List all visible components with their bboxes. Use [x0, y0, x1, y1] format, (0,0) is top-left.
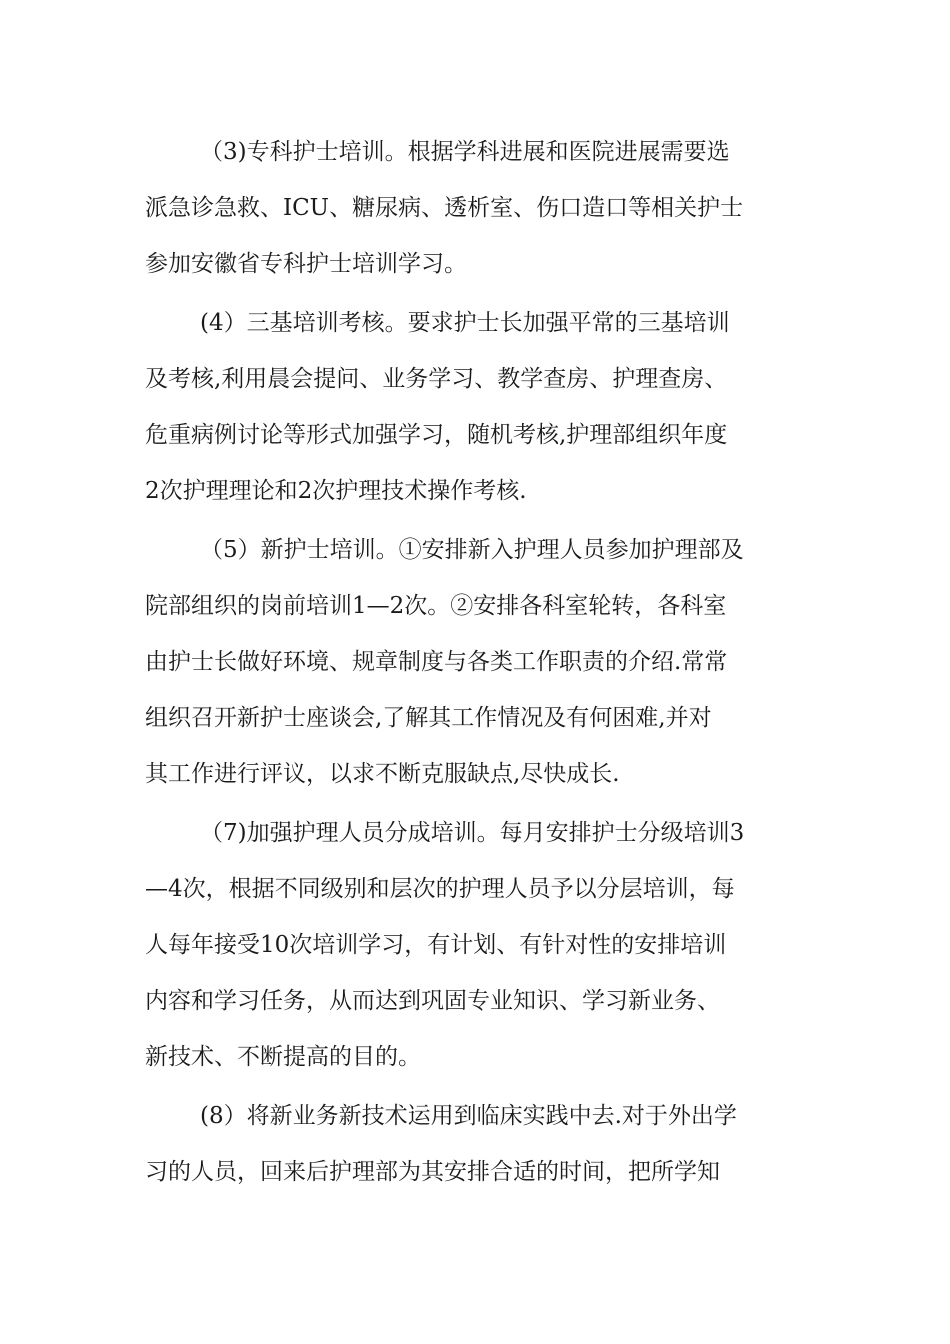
text-line: 由护士长做好环境、规章制度与各类工作职责的介绍.常常	[145, 649, 728, 675]
text-line: 组织召开新护士座谈会,了解其工作情况及有何困难,并对	[145, 705, 712, 731]
text-line: 及考核,利用晨会提问、业务学习、教学查房、护理查房、	[145, 366, 728, 392]
text-line: 习的人员，回来后护理部为其安排合适的时间，把所学知	[145, 1159, 720, 1185]
text-line: 人每年接受10次培训学习，有计划、有针对性的安排培训	[145, 932, 727, 958]
text-line: 其工作进行评议，以求不断克服缺点,尽快成长.	[145, 761, 620, 787]
text-line: 内容和学习任务，从而达到巩固专业知识、学习新业务、	[145, 988, 720, 1014]
text-line: 危重病例讨论等形式加强学习，随机考核,护理部组织年度	[145, 422, 728, 448]
text-line: 参加安徽省专科护士培训学习。	[145, 251, 467, 277]
text-line: （3)专科护士培训。根据学科进展和医院进展需要选	[200, 139, 730, 165]
text-line: (8）将新业务新技术运用到临床实践中去.对于外出学	[200, 1103, 737, 1129]
text-line: 院部组织的岗前培训1—2次。②安排各科室轮转，各科室	[145, 593, 727, 619]
text-line: 派急诊急救、ICU、糖尿病、透析室、伤口造口等相关护士	[145, 195, 744, 221]
text-line: —4次，根据不同级别和层次的护理人员予以分层培训，每	[145, 876, 735, 902]
text-line: （5）新护士培训。①安排新入护理人员参加护理部及	[200, 537, 744, 563]
text-line: 2次护理理论和2次护理技术操作考核.	[145, 478, 527, 504]
text-line: 新技术、不断提高的目的。	[145, 1044, 421, 1070]
text-line: （7)加强护理人员分成培训。每月安排护士分级培训3	[200, 820, 745, 846]
text-line: (4）三基培训考核。要求护士长加强平常的三基培训	[200, 310, 730, 336]
